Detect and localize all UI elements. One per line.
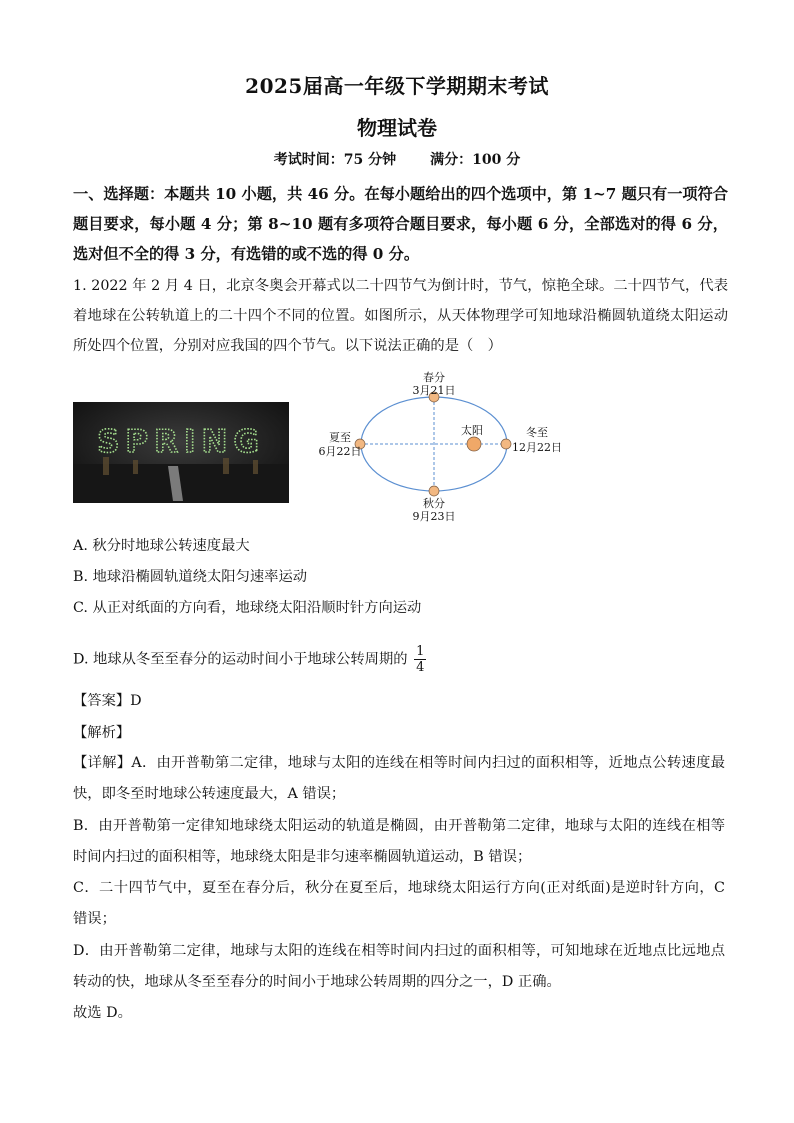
summer-name: 夏至 — [329, 431, 351, 444]
option-a: A. 秋分时地球公转速度最大 — [73, 538, 250, 554]
option-d-text: D. 地球从冬至至春分的运动时间小于地球公转周期的 — [73, 651, 408, 668]
fraction-denominator: 4 — [416, 660, 425, 675]
option-c: C. 从正对纸面的方向看，地球绕太阳沿顺时针方向运动 — [73, 600, 422, 616]
exam-title: 2025届高一年级下学期期末考试 — [245, 74, 549, 98]
detailed-explanation — [73, 748, 725, 1030]
sun-icon — [467, 437, 481, 451]
earth-autumn — [429, 486, 439, 496]
subject-title: 物理试卷 — [357, 116, 437, 140]
option-b: B. 地球沿椭圆轨道绕太阳匀速率运动 — [73, 569, 308, 585]
detail-conclusion: 故选 D。 — [73, 1005, 132, 1022]
winter-date: 12月22日 — [512, 441, 562, 454]
sun-label: 太阳 — [461, 424, 483, 437]
photo-caption: SPRING — [97, 424, 265, 460]
winter-name: 冬至 — [526, 426, 548, 439]
detail-c: C．二十四节气中，夏至在春分后，秋分在夏至后，地球绕太阳运行方向(正对纸面)是逆时针方向，C 错误； — [73, 880, 725, 928]
spring-date: 3月21日 — [412, 384, 456, 397]
autumn-date: 9月23日 — [412, 510, 456, 523]
autumn-name: 秋分 — [423, 497, 445, 510]
summer-date: 6月22日 — [318, 445, 362, 458]
section-instructions: 一、选择题：本题共 10 小题，共 46 分。在每小题给出的四个选项中，第 1~7 题只有一项符合题目要求，每小题 4 分；第 8~10 题有多项符合题目要求，每小题 6 分，全部选对的得 6 分，选对但不全的得 3 分，有选错的或不选的得 0 分。 — [73, 185, 728, 263]
fraction-numerator: 1 — [416, 644, 425, 659]
fraction-one-quarter — [414, 644, 426, 675]
spring-photo — [73, 402, 289, 503]
score-info: 满分：100 分 — [430, 152, 521, 168]
question-stem: 1. 2022 年 2 月 4 日，北京冬奥会开幕式以二十四节气为倒计时，节气，惊艳全球。二十四节气，代表着地球在公转轨道上的二十四个不同的位置。如图所示，从天体物理学可知地球沿椭圆轨道绕太阳运动所处四个位置，分别对应我国的四个节气。以下说法正确的是（ ） — [73, 278, 728, 354]
detail-a: 【详解】A．由开普勒第二定律，地球与太阳的连线在相等时间内扫过的面积相等，近地点公转速度最快，即冬至时地球公转速度最大，A 错误； — [73, 755, 725, 803]
time-info: 考试时间：75 分钟 — [273, 152, 397, 168]
orbit-diagram — [318, 364, 566, 523]
option-d — [73, 644, 426, 675]
analysis-label: 【解析】 — [73, 725, 131, 741]
exam-info — [0, 149, 794, 169]
answer-label: 【答案】D — [73, 693, 142, 709]
detail-d: D．由开普勒第二定律，地球与太阳的连线在相等时间内扫过的面积相等，可知地球在近地点比远地点转动的快，地球从冬至至春分的时间小于地球公转周期的四分之一，D 正确。 — [73, 942, 725, 991]
spring-name: 春分 — [423, 371, 445, 384]
detail-b: B．由开普勒第一定律知地球绕太阳运动的轨道是椭圆，由开普勒第二定律，地球与太阳的连线在相等时间内扫过的面积相等，地球绕太阳是非匀速率椭圆轨道运动，B 错误； — [73, 817, 725, 865]
earth-winter — [501, 439, 511, 449]
